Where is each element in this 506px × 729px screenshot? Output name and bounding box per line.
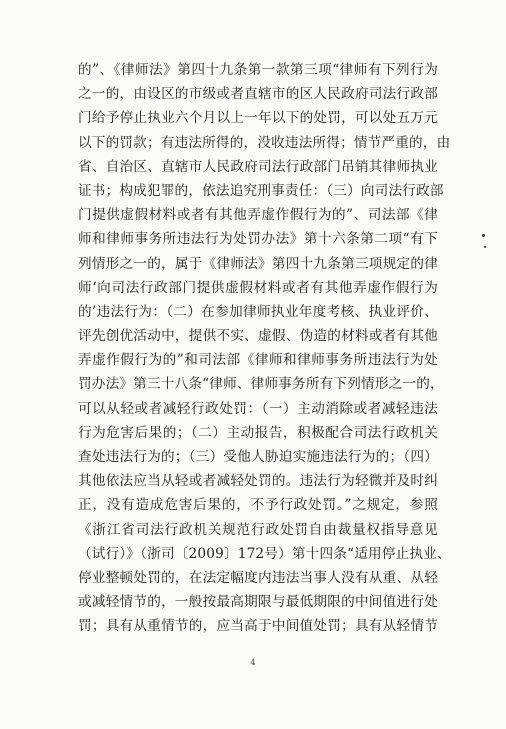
- text-line-18: 其他依法应当从轻或者减轻处罚的。违法行为轻微并及时纠: [78, 473, 438, 490]
- page-number: 4: [250, 658, 256, 667]
- text-line-16: 行为危害后果的；（二）主动报告，积极配合司法行政机关: [78, 424, 438, 441]
- text-line-15: 可以从轻或者减轻行政处罚：（一）主动消除或者减轻违法: [78, 400, 438, 417]
- text-line-2: 之一的，由设区的市级或者直辖市的区人民政府司法行政部: [78, 86, 438, 103]
- text-line-23: 或减轻情节的，一般按最高期限与最低期限的中间值进行处: [78, 594, 438, 611]
- text-line-10: 师‘向司法行政部门提供虚假材料或者有其他弄虚作假行为: [78, 279, 438, 296]
- text-line-3: 门给予停止执业六个月以上一年以下的处罚，可以处五万元: [78, 110, 438, 127]
- text-line-19: 正，没有造成危害后果的，不予行政处罚。”之规定，参照: [78, 497, 438, 514]
- scan-speck: [484, 246, 486, 248]
- text-line-21: （试行）》（浙司〔2009〕172号）第十四条“适用停止执业、: [78, 545, 451, 562]
- text-line-22: 停业整顿处罚的，在法定幅度内违法当事人没有从重、从轻: [78, 569, 438, 586]
- text-line-1: 的”、《律师法》第四十九条第一款第三项“律师有下列行为: [78, 62, 438, 78]
- scan-speck: [482, 234, 485, 237]
- text-line-5: 省、自治区、直辖市人民政府司法行政部门吊销其律师执业: [78, 158, 438, 175]
- text-line-17: 查处违法行为的；（三）受他人胁迫实施违法行为的；（四）: [78, 449, 438, 465]
- text-line-9: 列情形之一的，属于《律师法》第四十九条第三项规定的律: [78, 255, 438, 272]
- text-line-12: 评先创优活动中，提供不实、虚假、伪造的材料或者有其他: [78, 328, 438, 345]
- text-line-6: 证书；构成犯罪的，依法追究刑事责任：（三）向司法行政部: [78, 182, 444, 199]
- text-line-13: 弄虚作假行为的”和司法部《律师和律师事务所违法行为处: [78, 352, 438, 369]
- text-line-7: 门提供虚假材料或者有其他弄虚作假行为的”、司法部《律: [78, 207, 438, 224]
- text-line-14: 罚办法》第三十八条“律师、律师事务所有下列情形之一的，: [78, 376, 444, 393]
- text-line-4: 以下的罚款；有违法所得的，没收违法所得；情节严重的，由: [78, 134, 451, 151]
- text-line-11: 的’违法行为：（二）在参加律师执业年度考核、执业评价、: [78, 303, 438, 320]
- text-line-24: 罚；具有从重情节的，应当高于中间值处罚；具有从轻情节: [78, 618, 438, 635]
- text-line-8: 师和律师事务所违法行为处罚办法》第十六条第二项“有下: [78, 231, 438, 248]
- text-line-20: 《浙江省司法行政机关规范行政处罚自由裁量权指导意见: [78, 521, 438, 538]
- body-text: [78, 58, 451, 639]
